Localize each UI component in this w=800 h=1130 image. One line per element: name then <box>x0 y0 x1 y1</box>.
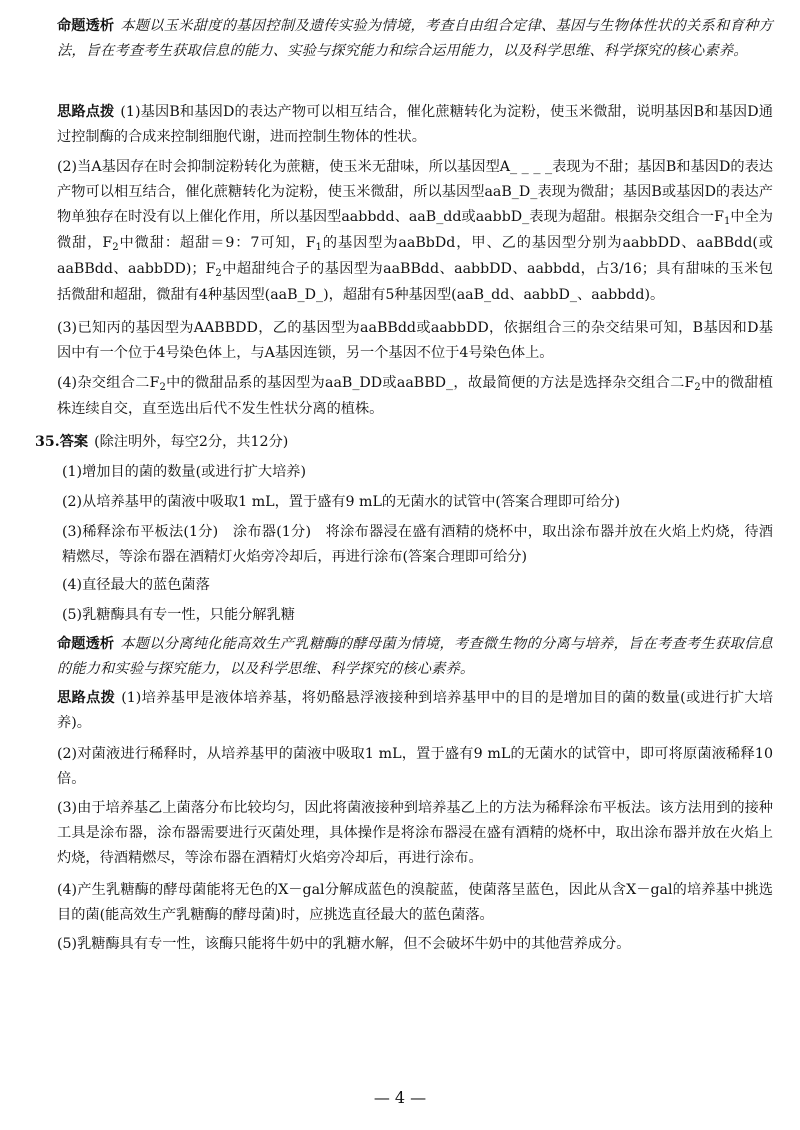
s34-hint-text-1: (1)基因B和基因D的表达产物可以相互结合，催化蔗糖转化为淀粉，使玉米微甜，说明基因B和基因D通过控制酶的合成来控制细胞代谢，进而控制生物体的性状。 <box>57 104 773 145</box>
s35-hint-heading: 思路点拨 <box>57 690 116 706</box>
subscript: 2 <box>215 268 222 279</box>
s35-analysis <box>57 632 773 682</box>
s34-p2-text-c: 中微甜：超甜＝9：7可知，F <box>118 235 316 251</box>
question-number: 35. <box>35 434 60 450</box>
s34-p3-text: (3)已知丙的基因型为AABBDD，乙的基因型为aaBBdd或aabbDD，依据组合三的杂交结果可知，B基因和D基因中有一个位于4号染色体上，与A基因连锁，另一个基因不位于4号染色体上。 <box>57 320 773 361</box>
s34-p2-text-b: 中全为微甜，F <box>57 209 773 251</box>
answer-heading: 答案 <box>59 434 89 450</box>
s34-p2-text-e: 中超甜纯合子的基因型为aaBBdd、aabbDD、aabbdd，占3/16；具有甜味的玉米包括微甜和超甜，微甜有4种基因型(aaB_D_)，超甜有5种基因型(aaB_dd、aabbD_、aabbdd)。 <box>57 261 773 303</box>
s34-hint-p4 <box>57 371 773 422</box>
s34-hint-p3 <box>57 316 773 366</box>
s35-hint-1 <box>57 686 773 736</box>
s35-hint-text-1: (1)培养基甲是液体培养基，将奶酪悬浮液接种到培养基甲中的目的是增加目的菌的数量(或进行扩大培养)。 <box>57 690 773 731</box>
s34-p2-text-a: (2)当A基因存在时会抑制淀粉转化为蔗糖，使玉米无甜味，所以基因型A_ _ _ _表现为不甜；基因B和基因D的表达产物可以相互结合，催化蔗糖转化为淀粉，使玉米微甜，所以基因型aaB_D_表现为微甜；基因B或基因D的表达产物单独存在时没有以上催化作用，所以基因型aabbdd、aaB_dd或aabbD_表现为超甜。根据杂交组合一F <box>57 159 773 225</box>
s34-p4-text-b: 中的微甜品系的基因型为aaB_DD或aaBBD_，故最简便的方法是选择杂交组合二F <box>165 375 695 391</box>
s35-answer-heading-line <box>35 430 773 455</box>
subscript: 2 <box>694 382 701 393</box>
page-number: — 4 — <box>373 1088 427 1107</box>
answer-item-5: (5)乳糖酶具有专一性，只能分解乳糖 <box>62 607 295 623</box>
s35-hint-5: (5)乳糖酶具有专一性，该酶只能将牛奶中的乳糖水解，但不会破坏牛奶中的其他营养成分。 <box>57 936 631 952</box>
s35-hint-3: (3)由于培养基乙上菌落分布比较均匀，因此将菌液接种到培养基乙上的方法为稀释涂布平板法。该方法用到的接种工具是涂布器，涂布器需要进行灭菌处理，具体操作是将涂布器浸在盛有酒精的烧杯中，取出涂布器并放在火焰上灼烧，待酒精燃尽，等涂布器在酒精灯火焰旁冷却后，再进行涂布。 <box>57 800 773 866</box>
s34-hint-heading: 思路点拨 <box>57 104 115 120</box>
s35-hint-4: (4)产生乳糖酶的酵母菌能将无色的X－gal分解成蓝色的溴靛蓝，使菌落呈蓝色，因此从含X－gal的培养基中挑选目的菌(能高效生产乳糖酶的酵母菌)时，应挑选直径最大的蓝色菌落。 <box>57 882 773 923</box>
s34-hint-p2 <box>57 155 773 308</box>
s34-analysis-heading: 命题透析 <box>57 18 115 34</box>
subscript: 1 <box>315 242 322 253</box>
answer-item-1: (1)增加目的菌的数量(或进行扩大培养) <box>62 464 306 480</box>
answer-item-2: (2)从培养基甲的菌液中吸取1 mL，置于盛有9 mL的无菌水的试管中(答案合理即可给分) <box>62 494 620 510</box>
subscript: 2 <box>159 382 166 393</box>
s34-p4-text-c: 中的微甜植株连续自交，直至选出后代不发生性状分离的植株。 <box>57 375 773 417</box>
s34-p2-text-d: 的基因型为aaBbDd，甲、乙的基因型分别为aabbDD、aaBBdd(或aaBBdd、aabbDD)；F <box>57 235 773 277</box>
subscript: 1 <box>723 216 731 227</box>
answer-item-4: (4)直径最大的蓝色菌落 <box>62 577 210 593</box>
subscript: 2 <box>112 242 119 253</box>
s35-hint-2: (2)对菌液进行稀释时，从培养基甲的菌液中吸取1 mL，置于盛有9 mL的无菌水的试管中，即可将原菌液稀释10倍。 <box>57 746 773 787</box>
s35-analysis-text: 本题以分离纯化能高效生产乳糖酶的酵母菌为情境，考查微生物的分离与培养，旨在考查考生获取信息的能力和实验与探究能力，以及科学思维、科学探究的核心素养。 <box>57 636 773 677</box>
answer-item-3: (3)稀释涂布平板法(1分) 涂布器(1分) 将涂布器浸在盛有酒精的烧杯中，取出涂布器并放在火焰上灼烧，待酒精燃尽，等涂布器在酒精灯火焰旁冷却后，再进行涂布(答案合理即可给分) <box>62 524 773 565</box>
s34-analysis <box>57 14 773 64</box>
answer-note: (除注明外，每空2分，共12分) <box>94 434 289 450</box>
s35-analysis-heading: 命题透析 <box>57 636 115 652</box>
s34-hint-p1 <box>57 100 773 150</box>
s34-analysis-text: 本题以玉米甜度的基因控制及遗传实验为情境，考查自由组合定律、基因与生物体性状的关系和育种方法，旨在考查考生获取信息的能力、实验与探究能力和综合运用能力，以及科学思维、科学探究的核心素养。 <box>57 18 773 59</box>
s34-p4-text-a: (4)杂交组合二F <box>57 375 160 391</box>
